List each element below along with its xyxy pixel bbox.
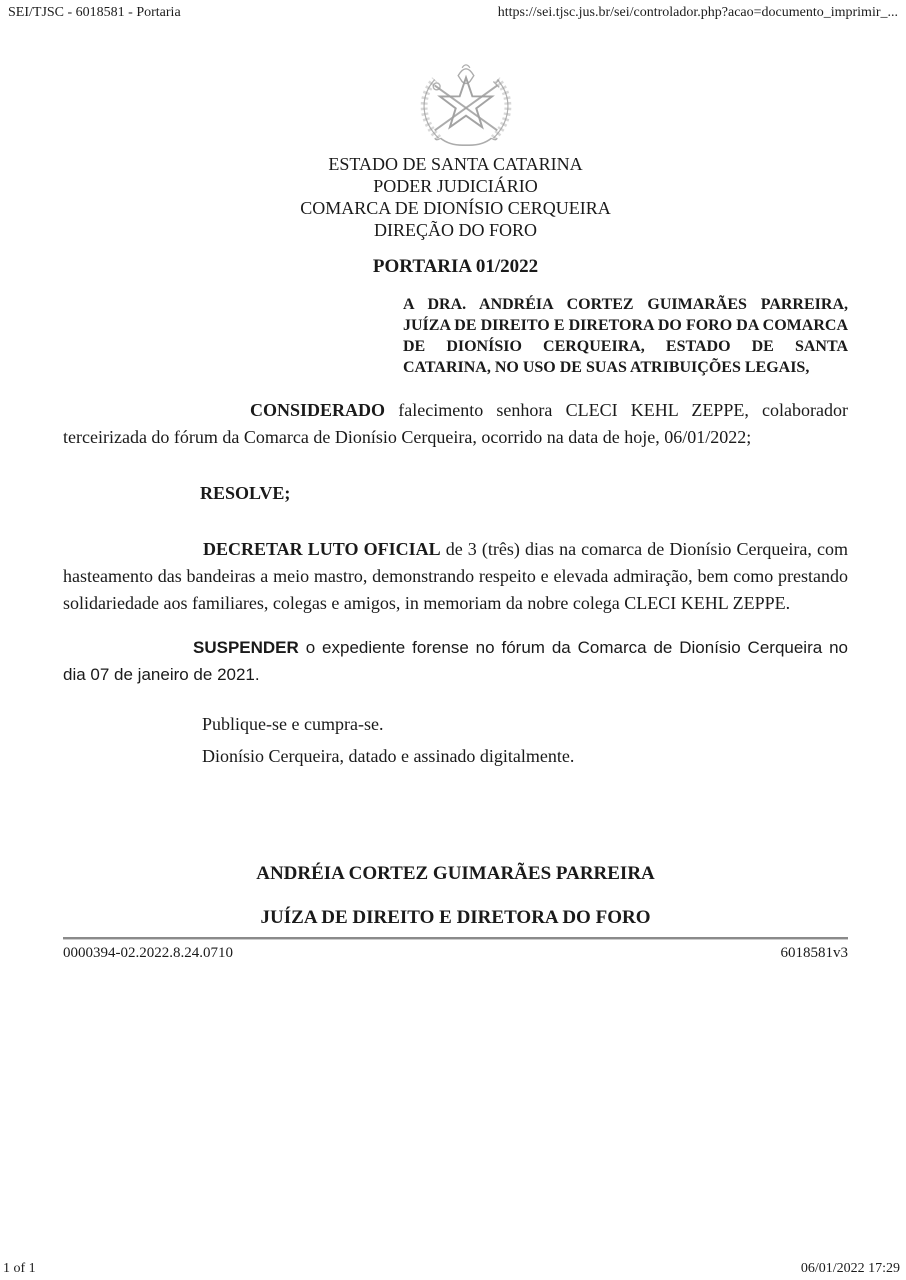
letterhead-line-comarca: COMARCA DE DIONÍSIO CERQUEIRA [300, 198, 611, 218]
publish-order-line: Publique-se e cumpra-se. [202, 714, 384, 734]
print-header-url: https://sei.tjsc.jus.br/sei/controlador.php?acao=documento_imprimir_... [497, 5, 898, 20]
santa-catarina-coat-of-arms-icon [407, 60, 525, 150]
document-body [63, 0, 848, 962]
footer-divider [63, 937, 848, 940]
resolve-heading: RESOLVE; [200, 483, 291, 503]
document-version: 6018581v3 [780, 945, 848, 961]
decree-paragraph [63, 536, 848, 617]
document-title: PORTARIA 01/2022 [372, 256, 539, 277]
signature-role: JUÍZA DE DIREITO E DIRETORA DO FORO [260, 907, 651, 928]
process-number: 0000394-02.2022.8.24.0710 [63, 945, 233, 961]
suspend-text: o expediente forense no fórum da Comarca de Dionísio Cerqueira no dia 07 de janeiro de 2021. [63, 638, 848, 684]
considerando-keyword: CONSIDERADO [250, 400, 386, 420]
decree-keyword: DECRETAR LUTO OFICIAL [203, 539, 441, 559]
signature-name: ANDRÉIA CORTEZ GUIMARÃES PARREIRA [256, 863, 655, 884]
letterhead-line-branch: PODER JUDICIÁRIO [373, 176, 538, 196]
decree-text: de 3 (três) dias na comarca de Dionísio Cerqueira, com hasteamento das bandeiras a meio mastro, demonstrando respeito e elevada admiração, bem como prestando solidariedade aos familiares, colegas e amigos, in memoriam da nobre colega CLECI KEHL ZEPPE. [63, 539, 849, 613]
print-footer [3, 1260, 900, 1277]
preamble-paragraph: A DRA. ANDRÉIA CORTEZ GUIMARÃES PARREIRA, JUÍZA DE DIREITO E DIRETORA DO FORO DA COMARCA DE DIONÍSIO CERQUEIRA, ESTADO DE SANTA CATARINA, NO USO DE SUAS ATRIBUIÇÕES LEGAIS, [403, 296, 848, 376]
suspend-paragraph [63, 634, 848, 688]
page-count: 1 of 1 [3, 1261, 36, 1276]
print-timestamp: 06/01/2022 17:29 [800, 1261, 900, 1276]
letterhead-crest [63, 60, 848, 150]
dateline: Dionísio Cerqueira, datado e assinado digitalmente. [202, 746, 575, 766]
considerando-paragraph [63, 397, 848, 451]
considerando-text: falecimento senhora CLECI KEHL ZEPPE, colaborador terceirizada do fórum da Comarca de Dionísio Cerqueira, ocorrido na data de hoje, 06/01/2022; [63, 400, 848, 447]
suspend-keyword: SUSPENDER [193, 638, 299, 657]
letterhead [63, 153, 848, 241]
document-footer [63, 944, 848, 962]
letterhead-line-state: ESTADO DE SANTA CATARINA [328, 154, 583, 174]
print-header-title: SEI/TJSC - 6018581 - Portaria [8, 5, 181, 20]
letterhead-line-direcao: DIREÇÃO DO FORO [373, 220, 537, 240]
